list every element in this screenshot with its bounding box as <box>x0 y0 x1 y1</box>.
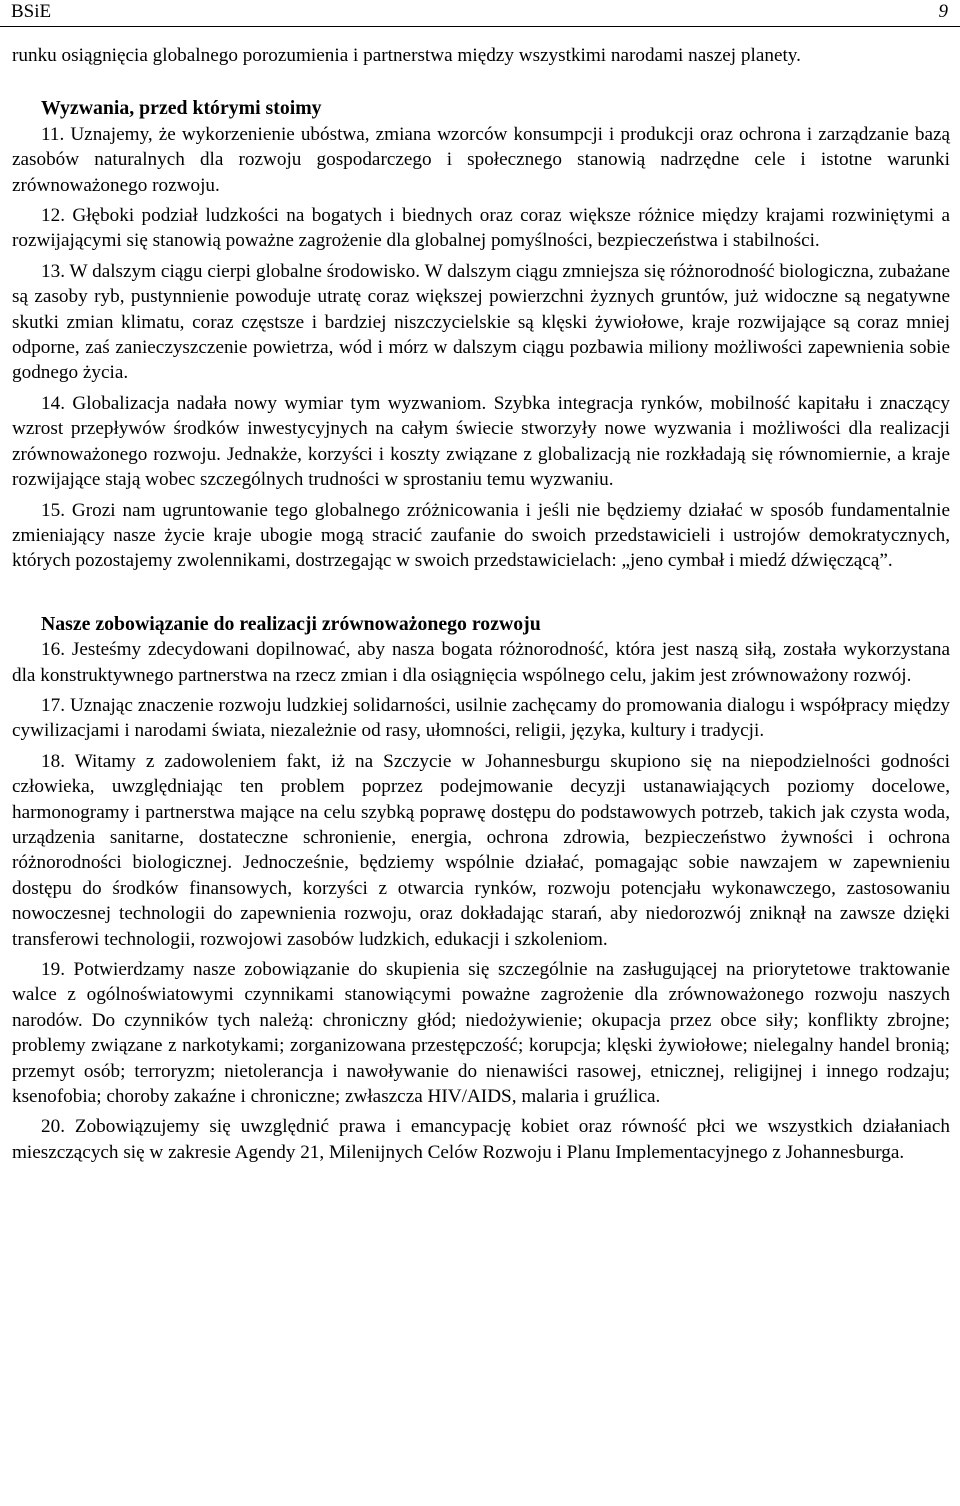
section-heading-challenges: Wyzwania, przed którymi stoimy <box>41 97 322 120</box>
paragraph-11: 11. Uznajemy, że wykorzenienie ubóstwa, zmiana wzorców konsumpcji i produkcji oraz ochrona i zarządzanie bazą zasobów naturalnych dla rozwoju gospodarczego i społecznego stanowią nadrzędne cele i istotne warunki zrównoważonego rozwoju. <box>12 123 950 196</box>
paragraph-13: 13. W dalszym ciągu cierpi globalne środowisko. W dalszym ciągu zmniejsza się różnorodność biologiczna, zubażane są zasoby ryb, pustynnienie powoduje utratę coraz większej powierzchni żyznych gruntów, już widoczne są negatywne skutki zmian klimatu, coraz częstsze i bardziej niszczycielskie są klęski żywiołowe, kraje rozwijające są coraz mniej odporne, zaś zanieczyszczenie powietrza, wód i mórz w dalszym ciągu pozbawia miliony możliwości zapewnienia sobie godnego życia. <box>12 260 950 384</box>
paragraph-16: 16. Jesteśmy zdecydowani dopilnować, aby nasza bogata różnorodność, która jest naszą siłą, została wykorzystana dla konstruktywnego partnerstwa na rzecz zmian i dla osiągnięcia wspólnego celu, jakim jest zrównoważony rozwój. <box>12 639 950 686</box>
paragraph-17: 17. Uznając znaczenie rozwoju ludzkiej solidarności, usilnie zachęcamy do promowania dialogu i współpracy między cywilizacjami i narodami świata, niezależnie od rasy, ułomności, religii, języka, kultury i tradycji. <box>12 694 950 742</box>
paragraph-19: 19. Potwierdzamy nasze zobowiązanie do skupienia się szczególnie na zasługującej na priorytetowe traktowanie walce z ogólnoświatowymi czynnikami stanowiącymi poważne zagrożenie dla zrównoważonego rozwoju naszych narodów. Do czynników tych należą: chroniczny głód; niedożywienie; okupacja przez obce siły; konflikty zbrojne; problemy związane z narkotykami; zorganizowana przestępczość; korupcja; klęski żywiołowe; nielegalny handel bronią; przemyt osób; terroryzm; nietolerancja i nawoływanie do nienawiści rasowej, etnicznej, religijnej i innego rodzaju; ksenofobia; choroby zakaźne i chroniczne; zwłaszcza HIV/AIDS, malaria i gruźlica. <box>12 959 950 1108</box>
page-header <box>0 0 960 27</box>
document-body <box>12 43 950 1170</box>
section-heading-commitment: Nasze zobowiązanie do realizacji zrównoważonego rozwoju <box>41 612 541 635</box>
running-header-title: BSiE <box>11 1 52 22</box>
paragraph-20: 20. Zobowiązujemy się uwzględnić prawa i emancypację kobiet oraz równość płci we wszystkich działaniach mieszczących się w zakresie Agendy 21, Milenijnych Celów Rozwoju i Planu Implementacyjnego z Johannesburga. <box>12 1116 950 1163</box>
paragraph-15: 15. Grozi nam ugruntowanie tego globalnego zróżnicowania i jeśli nie będziemy działać w sposób fundamentalnie zmieniający nasze życie kraje ubogie mogą stracić zaufanie do swoich przedstawicieli i ustrojów demokratycznych, których pozostajemy zwolennikami, dostrzegając w swoich przedstawicielach: „jeno cymbał i miedź dźwięczącą”. <box>12 499 950 572</box>
paragraph-14: 14. Globalizacja nadała nowy wymiar tym wyzwaniom. Szybka integracja rynków, mobilność kapitału i znaczący wzrost przepływów środków inwestycyjnych na całym świecie stworzyły nowe wyzwania i możliwości dla realizacji zrównoważonego rozwoju. Jednakże, korzyści i koszty związane z globalizacją nie rozkładają się równomiernie, a kraje rozwijające stają wobec szczególnych trudności w sprostaniu temu wyzwaniu. <box>12 392 950 491</box>
page-number: 9 <box>938 1 948 22</box>
intro-paragraph: runku osiągnięcia globalnego porozumienia i partnerstwa między wszystkimi narodami naszej planety. <box>12 45 801 66</box>
paragraph-18: 18. Witamy z zadowoleniem fakt, iż na Szczycie w Johannesburgu skupiono się na niepodzielności godności człowieka, uwzględniając ten problem poprzez podejmowanie decyzji ustanawiających poziomy docelowe, harmonogramy i partnerstwa mające na celu szybką poprawę dostępu do podstawowych potrzeb, takich jak czysta woda, urządzenia sanitarne, dostateczne schronienie, energia, ochrona zdrowia, bezpieczeństwo żywności i ochrona różnorodności biologicznej. Jednocześnie, będziemy wspólnie działać, pomagając sobie nawzajem w zapewnieniu dostępu do środków finansowych, korzyści z otwarcia rynków, rozwoju potencjału wykonawczego, zastosowaniu nowoczesnej technologii do zapewnienia rozwoju, oraz dokładając starań, aby niedorozwój zniknął na zawsze dzięki transferowi technologii, rozwojowi zasobów ludzkich, edukacji i szkoleniom. <box>12 750 950 950</box>
paragraph-12: 12. Głęboki podział ludzkości na bogatych i biednych oraz coraz większe różnice między krajami rozwiniętymi a rozwijającymi się stanowią poważne zagrożenie dla globalnej pomyślności, bezpieczeństwa i stabilności. <box>12 205 950 252</box>
